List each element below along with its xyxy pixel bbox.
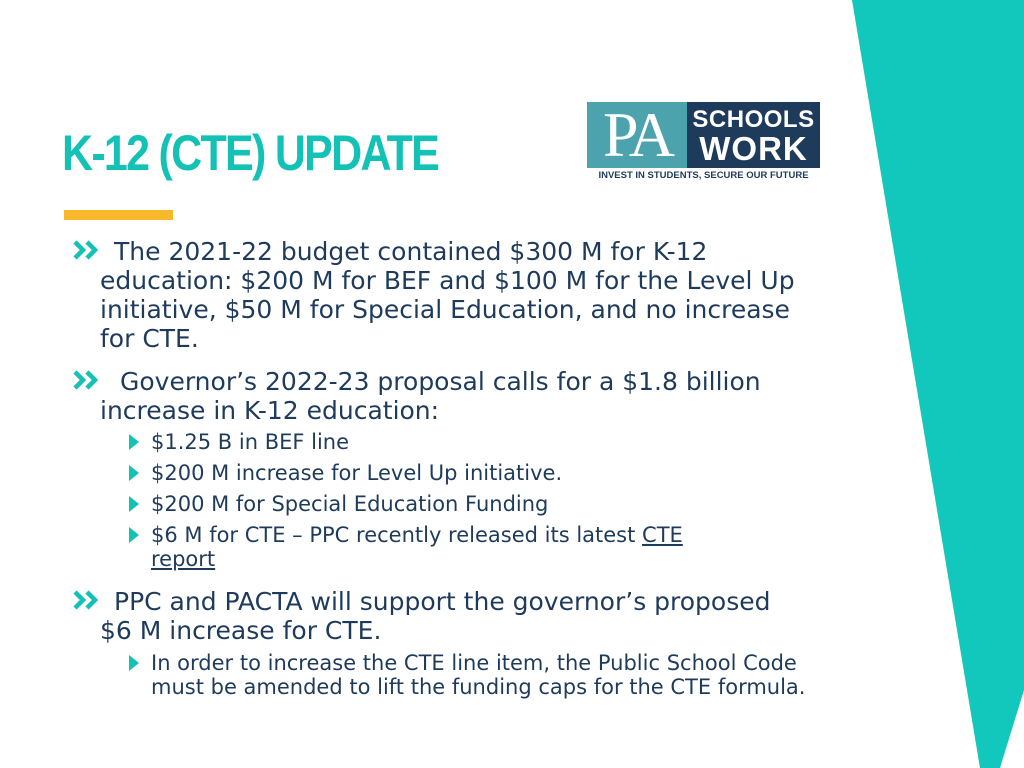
- sub-bullet-level-up: $200 M increase for Level Up initiative.: [151, 461, 563, 485]
- cte-report-link[interactable]: CTE report: [151, 523, 683, 571]
- triangle-bullet-icon: [129, 496, 139, 512]
- sub-bullet-bef-line: $1.25 B in BEF line: [151, 430, 350, 454]
- triangle-bullet-icon: [129, 465, 139, 481]
- triangle-bullet-icon: [129, 434, 139, 450]
- triangle-bullet-icon: [129, 655, 139, 671]
- logo-pa-text: PA: [587, 102, 687, 168]
- triangle-bullet-icon: [129, 527, 139, 543]
- logo-schools-text: SCHOOLS: [692, 106, 815, 133]
- bullet-ppc-pacta-support: PPC and PACTA will support the governor’s proposed $6 M increase for CTE.: [100, 587, 771, 645]
- slide-title: K-12 (CTE) UPDATE: [62, 125, 439, 181]
- logo-work-text: WORK: [699, 130, 808, 167]
- sub-bullet-special-education: $200 M for Special Education Funding: [151, 492, 549, 516]
- bullet-budget-2021-22: The 2021-22 budget contained $300 M for K-12 education: $200 M for BEF and $100 M for the Level Up initiative, $50 M for Special Education, and no increase for CTE.: [100, 237, 795, 353]
- sub-bullet-school-code: In order to increase the CTE line item, the Public School Code must be amended to lift the funding caps for the CTE formula.: [151, 651, 806, 699]
- bullet-governor-proposal: Governor’s 2022-23 proposal calls for a $1.8 billion increase in K-12 education:: [100, 367, 761, 425]
- sub-bullet-cte: $6 M for CTE – PPC recently released its latest CTE report: [151, 523, 683, 571]
- logo-tagline: INVEST IN STUDENTS, SECURE OUR FUTURE: [598, 170, 809, 181]
